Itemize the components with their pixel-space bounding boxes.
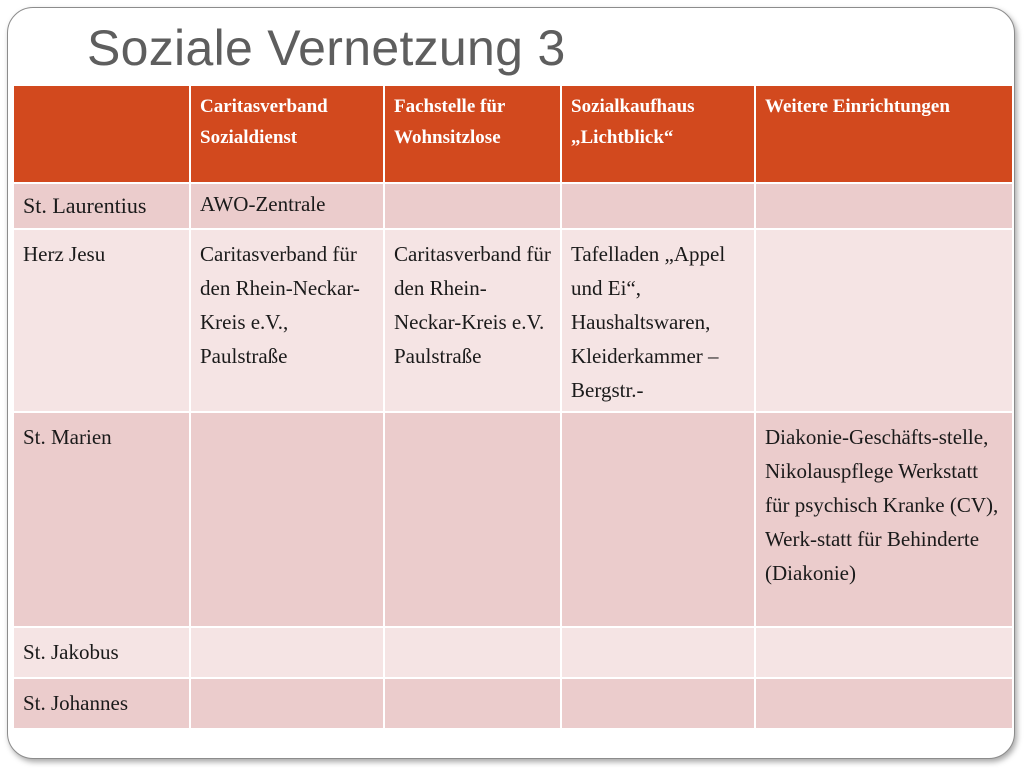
- table-cell: Caritasverband für den Rhein-Neckar-Kreis e.V. Paulstraße: [384, 229, 561, 412]
- row-label-jakobus: St. Jakobus: [13, 627, 190, 678]
- table-row: [13, 678, 1013, 729]
- table-row: [13, 183, 1013, 229]
- table-header-row: [13, 85, 1013, 183]
- table-cell: [384, 678, 561, 729]
- header-caritas: Caritasverband Sozialdienst: [190, 85, 384, 183]
- table-cell: AWO-Zentrale: [190, 183, 384, 229]
- table-cell: [561, 412, 755, 627]
- table-cell: [384, 183, 561, 229]
- header-weitere: Weitere Einrichtungen: [755, 85, 1013, 183]
- header-fachstelle: Fachstelle für Wohnsitzlose: [384, 85, 561, 183]
- slide-title: Soziale Vernetzung 3: [87, 20, 566, 76]
- table-cell: [190, 627, 384, 678]
- table-cell: [561, 678, 755, 729]
- table-cell: [190, 678, 384, 729]
- header-corner: [13, 85, 190, 183]
- table-cell: [561, 627, 755, 678]
- table-cell: [755, 229, 1013, 412]
- table-row: [13, 229, 1013, 412]
- row-label-johannes: St. Johannes: [13, 678, 190, 729]
- table-cell: [755, 678, 1013, 729]
- network-table: [12, 84, 1014, 730]
- row-label-marien: St. Marien: [13, 412, 190, 627]
- table-cell: [561, 183, 755, 229]
- table-cell: [384, 627, 561, 678]
- row-label-herz-jesu: Herz Jesu: [13, 229, 190, 412]
- table-cell: Tafelladen „Appel und Ei“, Haushaltswaren, Kleiderkammer –Bergstr.-: [561, 229, 755, 412]
- table-row: [13, 412, 1013, 627]
- header-sozialkaufhaus: Sozialkaufhaus „Lichtblick“: [561, 85, 755, 183]
- table-cell: [755, 627, 1013, 678]
- table-cell: [190, 412, 384, 627]
- table-cell: Diakonie-Geschäfts-stelle, Nikolauspflege Werkstatt für psychisch Kranke (CV), Werk-statt für Behinderte (Diakonie): [755, 412, 1013, 627]
- table-cell: [384, 412, 561, 627]
- table-cell: [755, 183, 1013, 229]
- table-row: [13, 627, 1013, 678]
- table-cell: Caritasverband für den Rhein-Neckar-Kreis e.V., Paulstraße: [190, 229, 384, 412]
- row-label-laurentius: St. Laurentius: [13, 183, 190, 229]
